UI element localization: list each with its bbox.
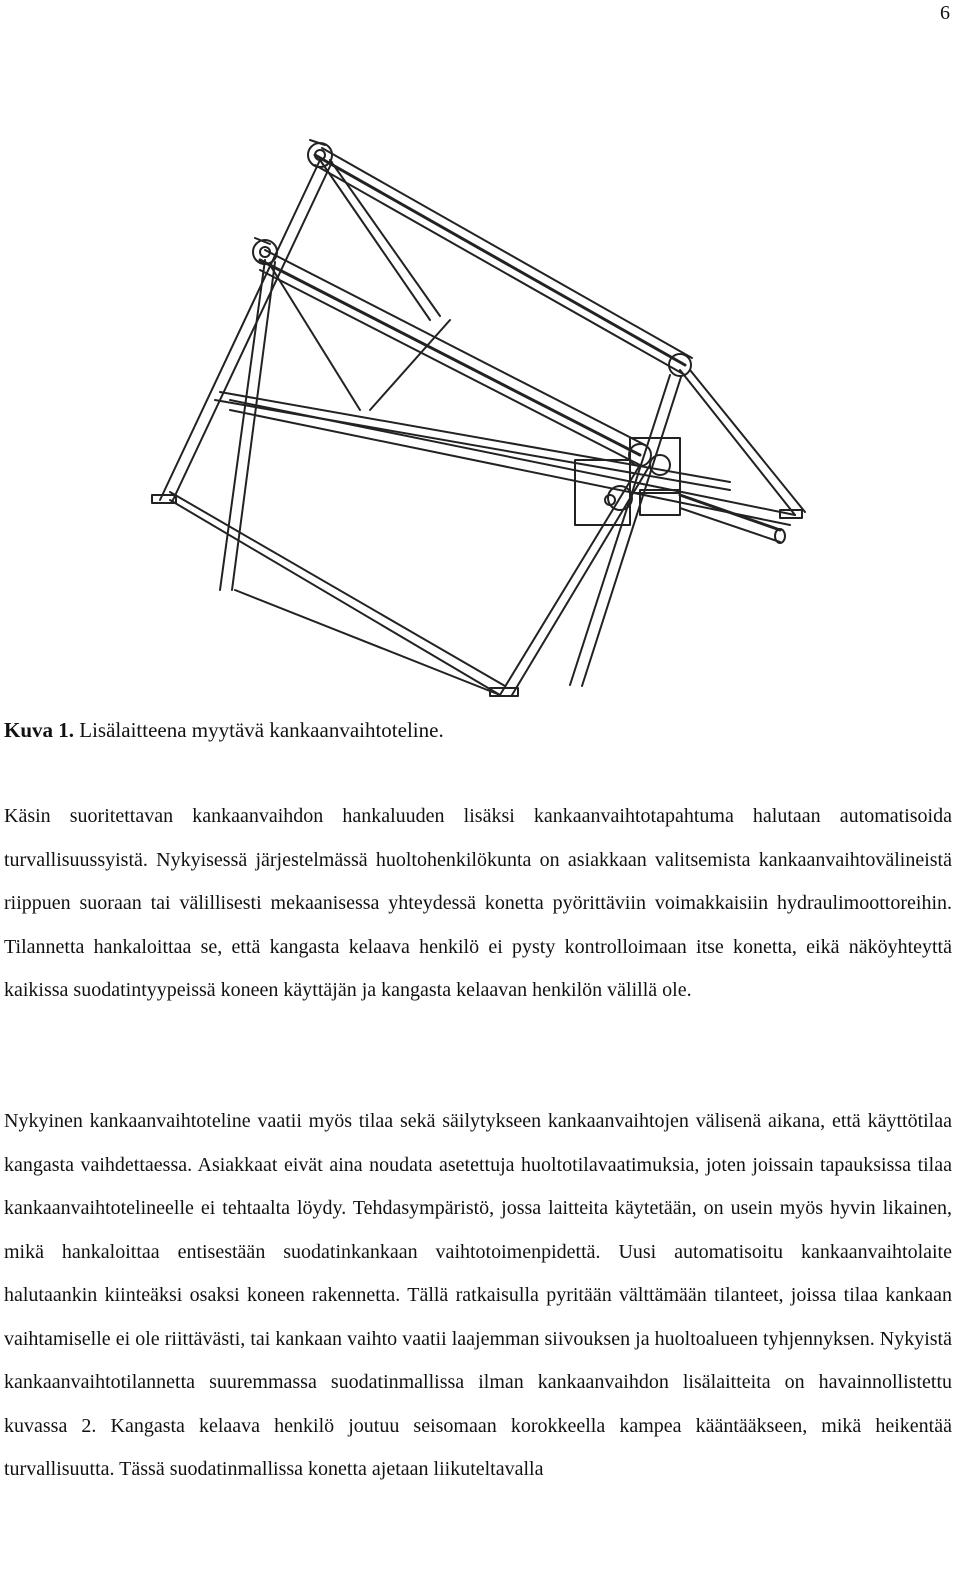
paragraph-1: Käsin suoritettavan kankaanvaihdon hankaluuden lisäksi kankaanvaihtotapahtuma halutaan automatisoida turvallisuussyistä. Nykyisessä järjestelmässä huoltohenkilökunta on asiakkaan valitsemista kankaanvaihtovälineistä riippuen suoraan tai välillisesti mekaanisessa yhteydessä konetta pyörittäviin voimakkaisiin hydraulimoottoreihin. Tilannetta hankaloittaa se, että kangasta kelaava henkilö ei pysty kontrolloimaan itse konetta, eikä näköyhteyttä kaikissa suodatintyypeissä koneen käyttäjän ja kangasta kelaavan henkilön välillä ole. <box>4 805 952 1001</box>
page-number: 6 <box>940 2 950 24</box>
paragraph-2: Nykyinen kankaanvaihtoteline vaatii myös tilaa sekä säilytykseen kankaanvaihtojen välisenä aikana, että käyttötilaa kangasta vaihdettaessa. Asiakkaat eivät aina noudata asetettuja huoltotilavaatimuksia, joten joissain tapauksissa tilaa kankaanvaihtotelineelle ei tehtaalta löydy. Tehdasympäristö, jossa laitteita käytetään, on usein myös hyvin likainen, mikä hankaloittaa entisestään suodatinkankaan vaihtotoimenpidettä. Uusi automatisoitu kankaanvaihtolaite halutaankin kiinteäksi osaksi koneen rakennetta. Tällä ratkaisulla pyritään välttämään tilanteet, joissa tilaa kankaan vaihtamiselle ei ole riittävästi, tai kankaan vaihto vaatii laajemman siivouksen ja huoltoalueen tyhjennyksen. Nykyistä kankaanvaihtotilannetta suuremmassa suodatinmallissa ilman kankaanvaihdon lisälaitteita on havainnollistettu kuvassa 2. Kangasta kelaava henkilö joutuu seisomaan korokkeella kampea kääntääkseen, mikä heikentää turvallisuutta. Tässä suodatinmallissa konetta ajetaan liikuteltavalla <box>4 1110 952 1480</box>
frame-illustration <box>140 120 820 710</box>
cloth-change-stand-drawing <box>140 120 820 710</box>
figure-caption <box>4 716 444 744</box>
caption-text: Lisälaitteena myytävä kankaanvaihtoteline. <box>74 718 444 742</box>
caption-label: Kuva 1. <box>4 718 75 742</box>
